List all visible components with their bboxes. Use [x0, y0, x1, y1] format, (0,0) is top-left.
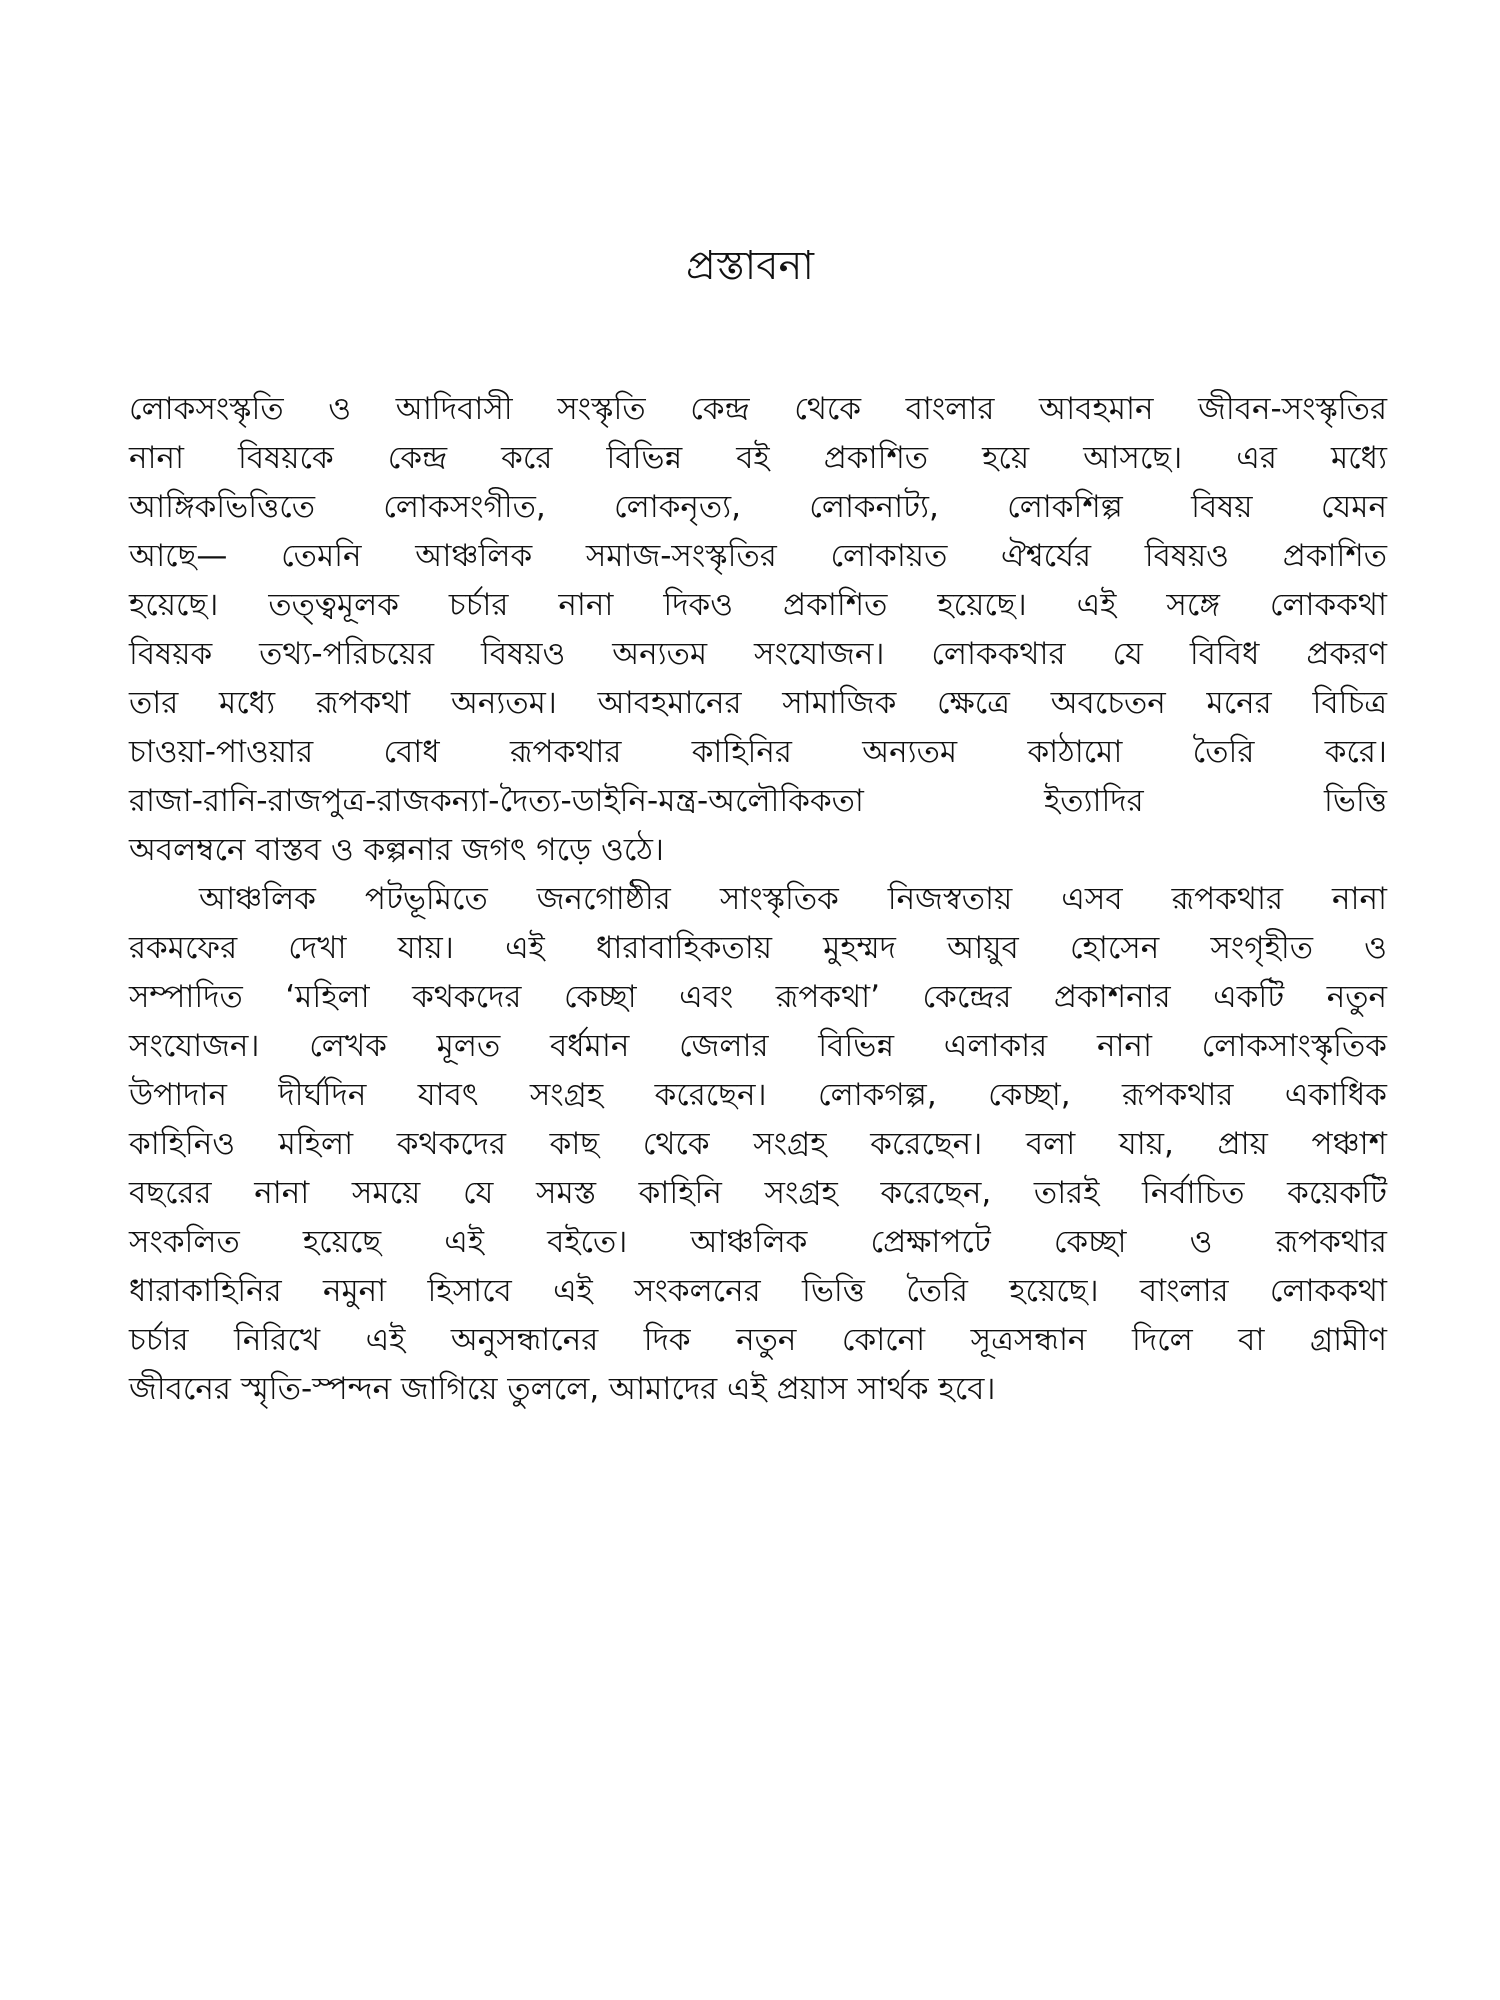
text-line: হয়েছে। তত্ত্বমূলক চর্চার নানা দিকও প্রকাশিত হয়েছে। এই সঙ্গে লোককথা	[129, 587, 1387, 623]
page-title: প্রস্তাবনা	[686, 243, 814, 289]
text-line: ধারাকাহিনির নমুনা হিসাবে এই সংকলনের ভিত্তি তৈরি হয়েছে। বাংলার লোককথা	[129, 1273, 1387, 1309]
text-line: চর্চার নিরিখে এই অনুসন্ধানের দিক নতুন কোনো সূত্রসন্ধান দিলে বা গ্রামীণ	[129, 1322, 1387, 1358]
text-line: রাজা-রানি-রাজপুত্র-রাজকন্যা-দৈত্য-ডাইনি-মন্ত্র-অলৌকিকতা ইত্যাদির ভিত্তি	[129, 783, 1387, 819]
text-line: আছে— তেমনি আঞ্চলিক সমাজ-সংস্কৃতির লোকায়ত ঐশ্বর্যের বিষয়ও প্রকাশিত	[129, 538, 1387, 574]
text-line: লোকসংস্কৃতি ও আদিবাসী সংস্কৃতি কেন্দ্র থেকে বাংলার আবহমান জীবন-সংস্কৃতির	[129, 391, 1387, 427]
text-line: নানা বিষয়কে কেন্দ্র করে বিভিন্ন বই প্রকাশিত হয়ে আসছে। এর মধ্যে	[129, 440, 1387, 476]
text-line: বিষয়ক তথ্য-পরিচয়ের বিষয়ও অন্যতম সংযোজন। লোককথার যে বিবিধ প্রকরণ	[129, 636, 1387, 672]
text-line: আঙ্গিকভিত্তিতে লোকসংগীত, লোকনৃত্য, লোকনাট্য, লোকশিল্প বিষয় যেমন	[129, 489, 1387, 525]
text-line: আঞ্চলিক পটভূমিতে জনগোষ্ঠীর সাংস্কৃতিক নিজস্বতায় এসব রূপকথার নানা	[199, 881, 1387, 917]
text-line: তার মধ্যে রূপকথা অন্যতম। আবহমানের সামাজিক ক্ষেত্রে অবচেতন মনের বিচিত্র	[129, 685, 1387, 721]
text-line: সংযোজন। লেখক মূলত বর্ধমান জেলার বিভিন্ন এলাকার নানা লোকসাংস্কৃতিক	[129, 1028, 1387, 1064]
text-line: বছরের নানা সময়ে যে সমস্ত কাহিনি সংগ্রহ করেছেন, তারই নির্বাচিত কয়েকটি	[129, 1175, 1387, 1211]
text-line: রকমফের দেখা যায়। এই ধারাবাহিকতায় মুহম্মদ আয়ুব হোসেন সংগৃহীত ও	[129, 930, 1387, 966]
text-line: অবলম্বনে বাস্তব ও কল্পনার জগৎ গড়ে ওঠে।	[129, 832, 664, 868]
text-line: চাওয়া-পাওয়ার বোধ রূপকথার কাহিনির অন্যতম কাঠামো তৈরি করে।	[129, 734, 1387, 770]
text-line: কাহিনিও মহিলা কথকদের কাছ থেকে সংগ্রহ করেছেন। বলা যায়, প্রায় পঞ্চাশ	[129, 1126, 1387, 1162]
paragraph-1	[129, 385, 1387, 875]
document-body	[129, 385, 1387, 1414]
text-line: জীবনের স্মৃতি-স্পন্দন জাগিয়ে তুললে, আমাদের এই প্রয়াস সার্থক হবে।	[129, 1371, 996, 1407]
text-line: সম্পাদিত ‘মহিলা কথকদের কেচ্ছা এবং রূপকথা’ কেন্দ্রের প্রকাশনার একটি নতুন	[129, 979, 1387, 1015]
text-line: উপাদান দীর্ঘদিন যাবৎ সংগ্রহ করেছেন। লোকগল্প, কেচ্ছা, রূপকথার একাধিক	[129, 1077, 1387, 1113]
text-line: সংকলিত হয়েছে এই বইতে। আঞ্চলিক প্রেক্ষাপটে কেচ্ছা ও রূপকথার	[129, 1224, 1387, 1260]
paragraph-2	[129, 875, 1387, 1414]
